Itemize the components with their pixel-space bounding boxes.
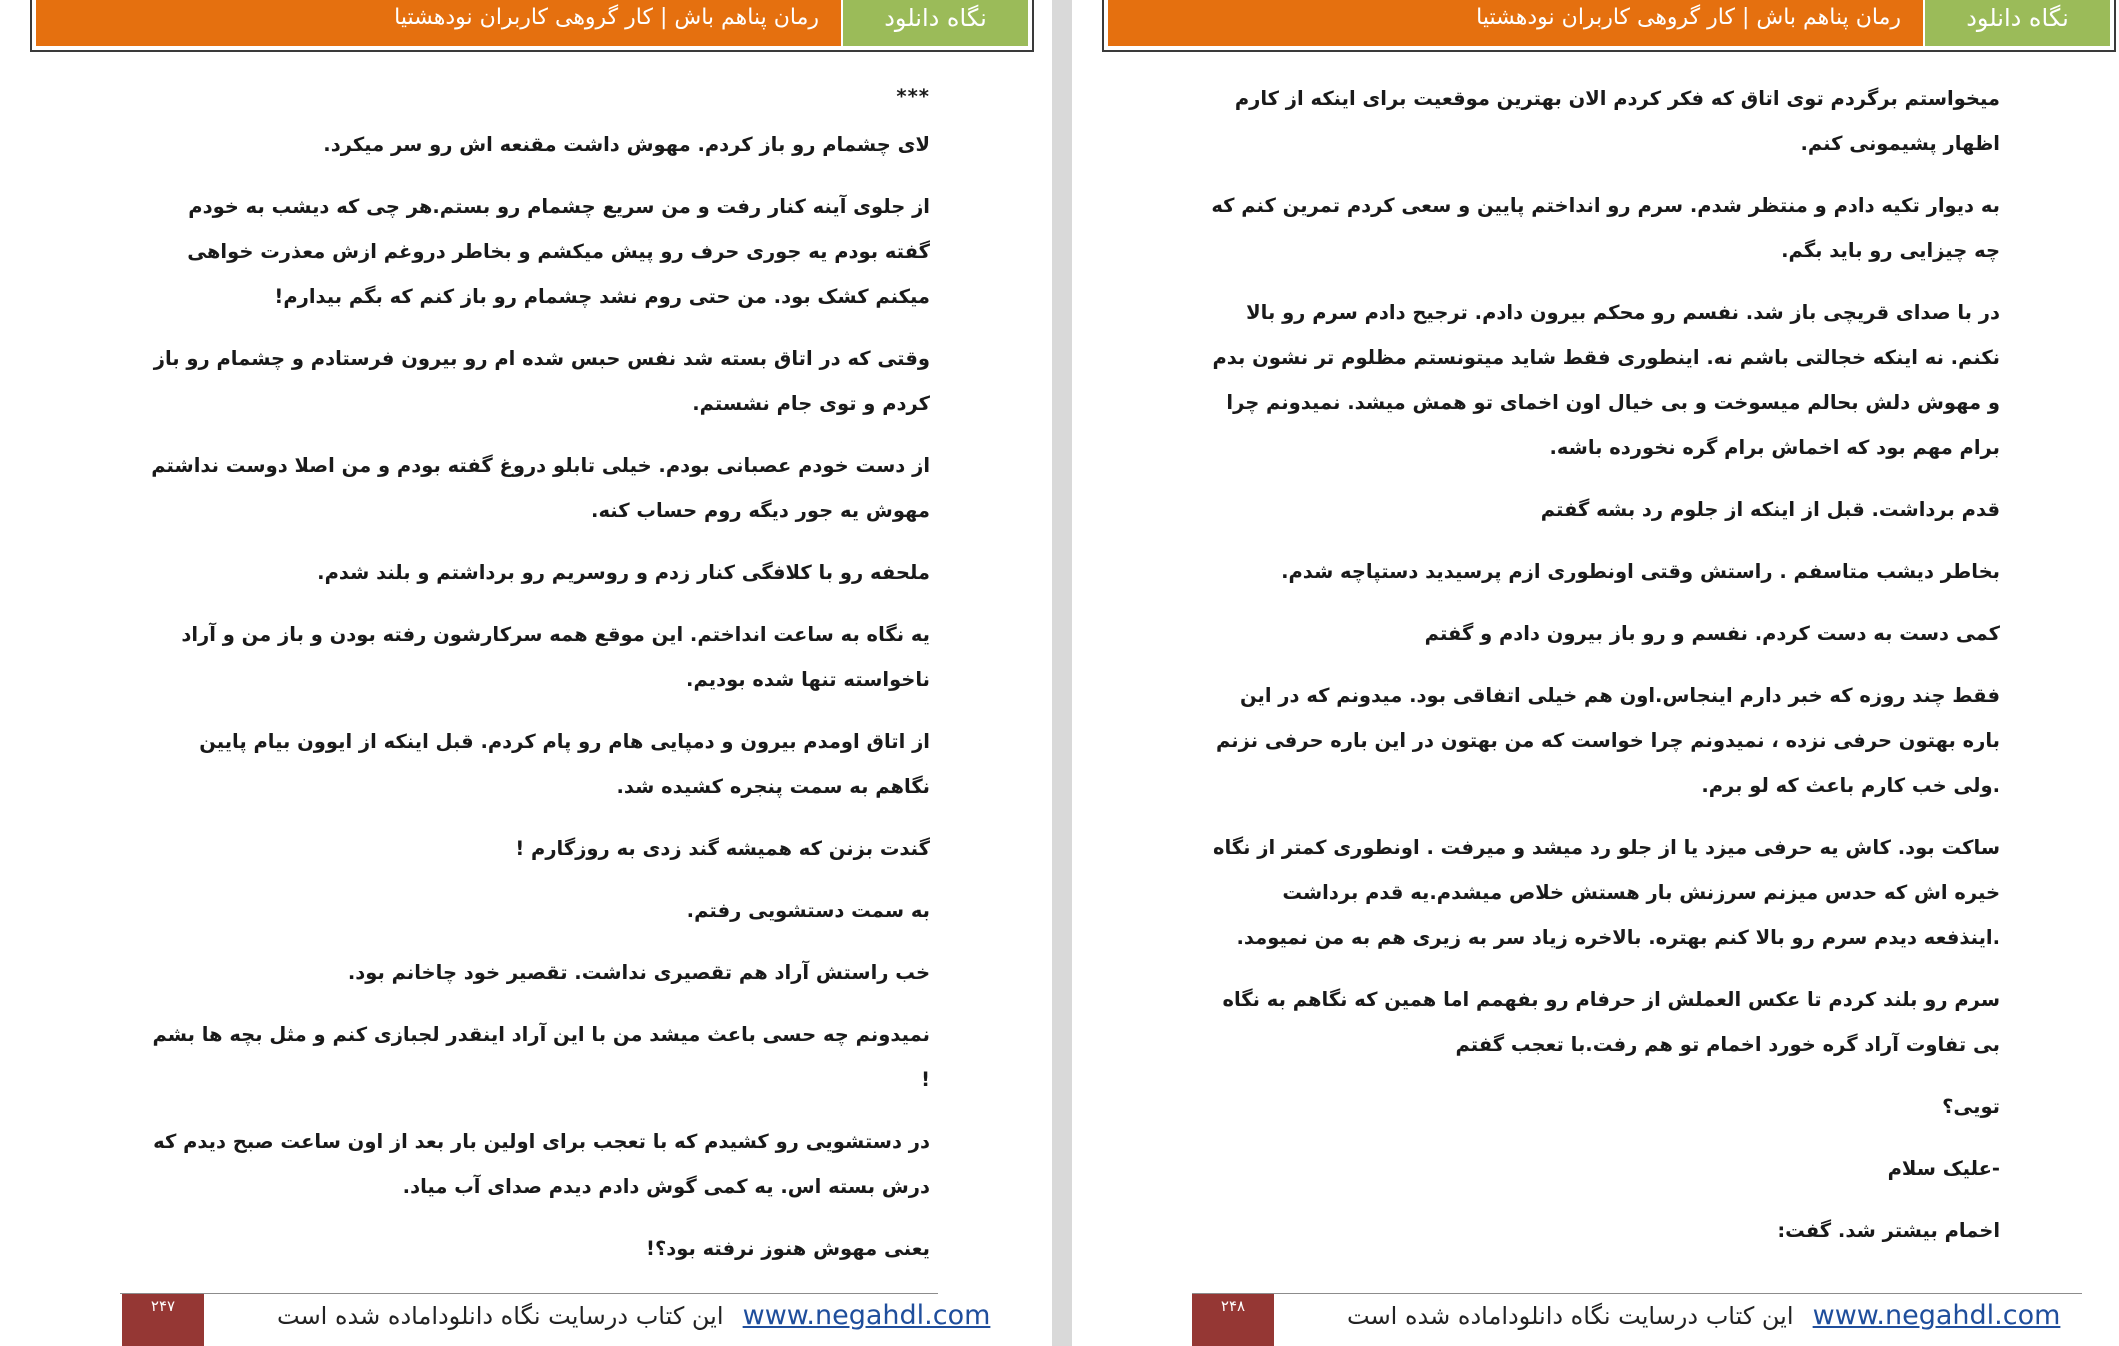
paragraph: سرم رو بلند کردم تا عکس العملش از حرفام رو بفهمم اما همین که نگاهم به نگاه بی تفاوت آراد گره خورد اخمام تو هم رفت.با تعجب گفتم [1222,988,2000,1056]
page-body [1200,76,2000,1270]
paragraph: ملحفه رو با کلافگی کنار زدم و روسریم رو برداشتم و بلند شدم. [317,561,930,584]
paragraph: وقتی که در اتاق بسته شد نفس حبس شده ام رو بیرون فرستادم و چشمام رو باز کردم و توی جام نشستم. [153,347,930,415]
paragraph: از دست خودم عصبانی بودم. خیلی تابلو دروغ گفته بودم و من اصلا دوست نداشتم مهوش یه جور دیگه روم حساب کنه. [151,454,930,522]
footer-note: این کتاب درسایت نگاه دانلوداماده شده است [277,1302,724,1330]
header-brand: نگاه دانلود [1923,0,2110,46]
paragraph: در با صدای قریچی باز شد. نفسم رو محکم بیرون دادم. ترجیح دادم سرم رو بالا نکنم. نه اینکه خجالتی باشم نه. اینطوری فقط شاید میتونستم مظلوم تر نشون بدم و مهوش دلش بحالم میسوخت و بی خیال اون اخمای تو همش میشد. نمیدونم چرا برام مهم بود که اخماش برام گره نخورده باشه. [1212,301,2000,459]
paragraph: خب راستش آراد هم تقصیری نداشت. تقصیر خود چاخانم بود. [347,961,930,984]
paragraph: بخاطر دیشب متاسفم . راستش وقتی اونطوری ازم پرسیدید دستپاچه شدم. [1281,560,2000,583]
paragraph: به سمت دستشویی رفتم. [686,899,930,922]
header-title: رمان پناهم باش | کار گروهی کاربران نودهشتیا [36,0,841,46]
paragraph: -علیک سلام [1887,1157,2000,1180]
website-link[interactable]: www.negahdl.com [742,1300,991,1331]
paragraph: از جلوی آینه کنار رفت و من سریع چشمام رو بستم.هر چی که دیشب به خودم گفته بودم یه جوری حرف رو پیش میکشم و بخاطر دروغم ازش معذرت خواهی میکنم کشک بود. من حتی روم نشد چشمام رو باز کنم که بگم بیدارم! [187,195,930,308]
paragraph: قدم برداشت. قبل از اینکه از جلوم رد بشه گفتم [1540,498,2000,521]
page-header [30,0,1034,52]
paragraph: یعنی مهوش هنوز نرفته بود؟! [646,1237,930,1260]
paragraph: ساکت بود. کاش یه حرفی میزد یا از جلو رد میشد و میرفت . اونطوری کمتر از نگاه خیره اش که حدس میزنم سرزنش بار هستش خلاص میشدم.یه قدم برداشت .اینذفعه دیدم سرم رو بالا کنم بهتره. بالاخره زیاد سر به زیری هم به من نمیومد. [1212,836,2000,949]
paragraph: تویی؟ [1942,1095,2000,1118]
paragraph: یه نگاه به ساعت انداختم. این موقع همه سرکارشون رفته بودن و باز من و آراد ناخواسته تنها شده بودیم. [181,623,930,691]
website-link[interactable]: www.negahdl.com [1812,1300,2061,1331]
right-page [1072,0,2119,1346]
header-brand: نگاه دانلود [841,0,1028,46]
footer-divider [120,1293,938,1294]
paragraph: از اتاق اومدم بیرون و دمپایی هام رو پام کردم. قبل اینکه از ایوون بیام پایین نگاهم به سمت پنجره کشیده شد. [199,730,930,798]
header-title: رمان پناهم باش | کار گروهی کاربران نودهشتیا [1108,0,1923,46]
paragraph: به دیوار تکیه دادم و منتظر شدم. سرم رو انداختم پایین و سعی کردم تمرین کنم که چه چیزایی رو باید بگم. [1211,194,2000,262]
footer-divider [1192,1293,2082,1294]
footer [1347,1300,2060,1331]
paragraph: لای چشمام رو باز کردم. مهوش داشت مقنعه اش رو سر میکرد. [323,133,930,156]
paragraph: گندت بزنن که همیشه گند زدی به روزگارم ! [515,837,930,860]
paragraph: اخمام بیشتر شد. گفت: [1777,1219,2000,1242]
section-separator: *** [896,85,930,108]
paragraph: کمی دست به دست کردم. نفسم و رو باز بیرون دادم و گفتم [1424,622,2000,645]
page-header [1102,0,2116,52]
paragraph: میخواستم برگردم توی اتاق که فکر کردم الان بهترین موقعیت برای اینکه از کارم اظهار پشیمونی کنم. [1234,87,2000,155]
paragraph: در دستشویی رو کشیدم که با تعجب برای اولین بار بعد از اون ساعت صبح دیدم که درش بسته اس. یه کمی گوش دادم دیدم صدای آب میاد. [153,1130,930,1198]
paragraph: فقط چند روزه که خبر دارم اینجاس.اون هم خیلی اتفاقی بود. میدونم که در این باره بهتون حرفی نزده ، نمیدونم چرا خواست که من بهتون در این باره حرفی نزنم .ولی خب کارم باعث که لو برم. [1215,684,2000,797]
page-body [140,82,930,1288]
footer-note: این کتاب درسایت نگاه دانلوداماده شده است [1347,1302,1794,1330]
left-page [0,0,1052,1346]
footer [277,1300,990,1331]
page-number: ۲۴۷ [122,1294,204,1346]
paragraph: نمیدونم چه حسی باعث میشد من با این آراد اینقدر لجبازی کنم و مثل بچه ها بشم ! [152,1023,930,1091]
page-number: ۲۴۸ [1192,1294,1274,1346]
